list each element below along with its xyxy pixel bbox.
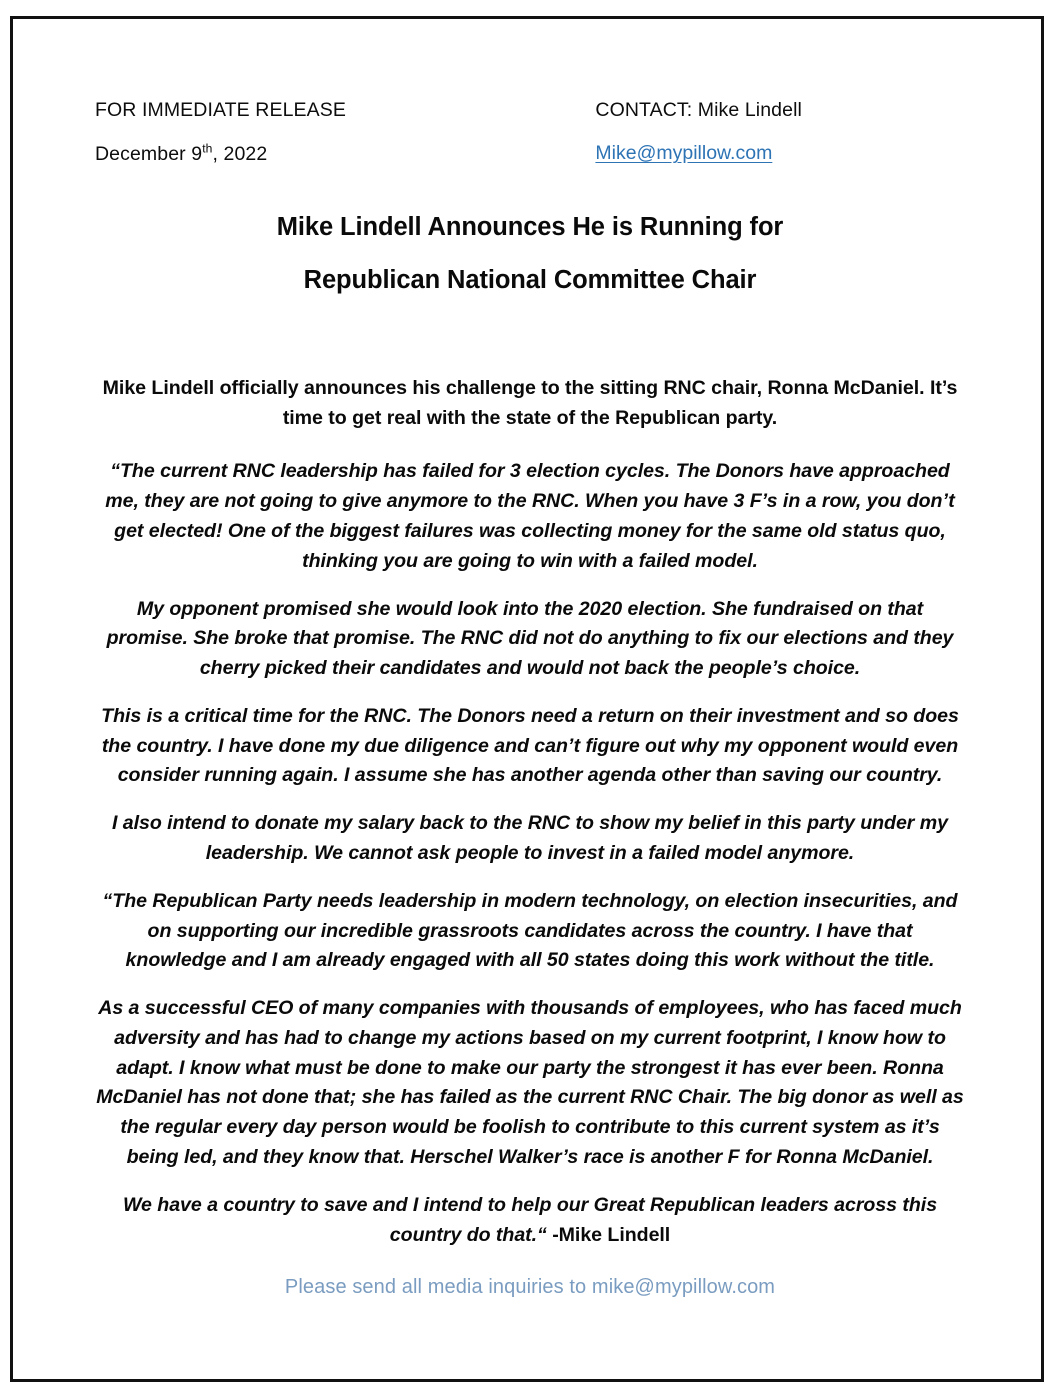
document-content xyxy=(95,98,965,1299)
for-immediate-release-label: FOR IMMEDIATE RELEASE xyxy=(95,99,346,121)
header-spacer xyxy=(95,122,547,142)
quote-paragraph-6: As a successful CEO of many companies with thousands of employees, who has faced much adversity and has had to change my actions based on my current footprint, I know how to adapt. I know what must be done to make our party the strongest it has ever been. Ronna McDaniel has not done that; she has failed as the current RNC Chair. The big donor as well as the regular every day person would be foolish to contribute to this current system as it’s being led, and they know that. Herschel Walker’s race is another F for Ronna McDaniel. xyxy=(96,997,964,1169)
release-date-ordinal: th xyxy=(202,141,213,156)
quote-paragraph-1: “The current RNC leadership has failed for 3 election cycles. The Donors have approached me, they are not going to give anymore to the RNC. When you have 3 F’s in a row, you don’t get elected! One of the biggest failures was collecting money for the same old status quo, thinking you are going to win with a failed model. xyxy=(105,460,955,572)
header-spacer-right xyxy=(595,122,965,142)
release-date-suffix: , 2022 xyxy=(212,143,268,166)
release-date-prefix: December 9 xyxy=(95,143,203,166)
page-title xyxy=(95,201,965,308)
closing-attribution: -Mike Lindell xyxy=(552,1223,671,1246)
contact-label: CONTACT: Mike Lindell xyxy=(595,99,802,121)
quote-paragraph-4: I also intend to donate my salary back to the RNC to show my belief in this party under my leadership. We cannot ask people to invest in a failed model anymore. xyxy=(111,812,948,864)
document-header xyxy=(95,98,965,167)
quote-paragraph-3: This is a critical time for the RNC. The Donors need a return on their investment and so does the country. I have done my due diligence and can’t figure out why my opponent would even consider running again. I assume she has another agenda other than saving our country. xyxy=(101,704,959,787)
lead-paragraph: Mike Lindell officially announces his challenge to the sitting RNC chair, Ronna McDaniel. It’s time to get real with the state of the Republican party. xyxy=(102,376,958,429)
contact-email-link[interactable]: Mike@mypillow.com xyxy=(595,142,773,165)
header-right-column xyxy=(547,98,965,165)
closing-text: We have a country to save and I intend to help our Great Republican leaders across this country do that.“ xyxy=(122,1193,938,1246)
page-title-line-1: Mike Lindell Announces He is Running for xyxy=(276,212,784,241)
quote-paragraph-2: My opponent promised she would look into the 2020 election. She fundraised on that promise. She broke that promise. The RNC did not do anything to fix our elections and they cherry picked their candidates and would not back the people’s choice. xyxy=(106,597,954,680)
quote-paragraph-5: “The Republican Party needs leadership in modern technology, on election insecurities, and on supporting our incredible grassroots candidates across the country. I have that knowledge and I am already engaged with all 50 states doing this work without the title. xyxy=(102,889,958,972)
release-date xyxy=(95,142,547,166)
page-title-line-2: Republican National Committee Chair xyxy=(303,266,757,295)
document-body xyxy=(95,374,965,1300)
media-inquiries-footer: Please send all media inquiries to mike@mypillow.com xyxy=(284,1276,776,1299)
closing-paragraph xyxy=(95,1191,965,1251)
header-left-column xyxy=(95,98,547,167)
